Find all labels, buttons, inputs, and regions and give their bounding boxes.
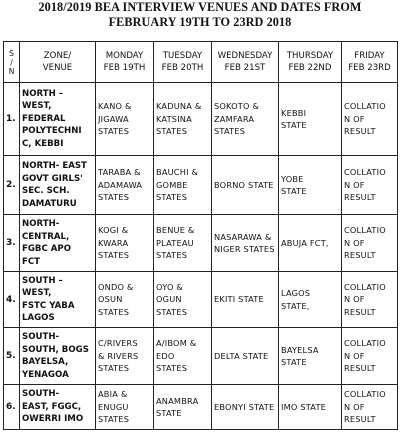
document-title (0, 0, 400, 30)
row-wednesday: DELTA STATE (212, 328, 279, 385)
row-tuesday: KADUNA & KATSINA STATES (154, 83, 212, 156)
row-wednesday: BORNO STATE (212, 156, 279, 215)
row-tuesday: A/IBOM & EDO STATES (154, 328, 212, 385)
header-friday: FRIDAY FEB 23RD (342, 42, 398, 83)
row-tuesday: ANAMBRA STATE (154, 385, 212, 430)
row-monday: KANO & JIGAWA STATES (96, 83, 154, 156)
row-monday: C/RIVERS & RIVERS STATES (96, 328, 154, 385)
row-monday: ABIA & ENUGU STATES (96, 385, 154, 430)
row-monday: TARABA & ADAMAWA STATES (96, 156, 154, 215)
header-monday: MONDAY FEB 19TH (96, 42, 154, 83)
row-wednesday: EBONYI STATE (212, 385, 279, 430)
row-zone: SOUTH – WEST, FSTC YABA LAGOS (20, 272, 96, 328)
table-row (4, 385, 398, 430)
header-zone: ZONE/ VENUE (20, 42, 96, 83)
table-row (4, 272, 398, 328)
title-line-1: 2018/2019 BEA INTERVIEW VENUES AND DATES FROM (38, 0, 362, 14)
header-thursday: THURSDAY FEB 22ND (279, 42, 342, 83)
row-sn: 3. (4, 215, 20, 272)
row-friday: COLLATIO N OF RESULT (342, 83, 398, 156)
table-row (4, 83, 398, 156)
row-monday: ONDO & OSUN STATES (96, 272, 154, 328)
row-zone: NORTH- CENTRAL, FGBC APO FCT (20, 215, 96, 272)
row-thursday: IMO STATE (279, 385, 342, 430)
header-sn: S / N (4, 42, 20, 83)
row-monday: KOGI & KWARA STATES (96, 215, 154, 272)
row-sn: 6. (4, 385, 20, 430)
row-thursday: LAGOS STATE, (279, 272, 342, 328)
table-row (4, 215, 398, 272)
header-tuesday: TUESDAY FEB 20TH (154, 42, 212, 83)
row-wednesday: SOKOTO & ZAMFARA STATES (212, 83, 279, 156)
row-thursday: BAYELSA STATE (279, 328, 342, 385)
row-friday: COLLATIO N OF RESULT (342, 215, 398, 272)
row-tuesday: OYO & OGUN STATES (154, 272, 212, 328)
row-wednesday: EKITI STATE (212, 272, 279, 328)
row-friday: COLLATIO N OF RESULT (342, 385, 398, 430)
row-zone: NORTH- EAST GOVT GIRLS' SEC. SCH. DAMATURU (20, 156, 96, 215)
row-zone: NORTH – WEST, FEDERAL POLYTECHNI C, KEBBI (20, 83, 96, 156)
row-friday: COLLATIO N OF RESULT (342, 156, 398, 215)
row-sn: 5. (4, 328, 20, 385)
row-wednesday: NASARAWA & NIGER STATES (212, 215, 279, 272)
table-row (4, 328, 398, 385)
interview-schedule-table (3, 41, 398, 430)
row-thursday: ABUJA FCT, (279, 215, 342, 272)
table-row (4, 156, 398, 215)
row-sn: 1. (4, 83, 20, 156)
row-sn: 2. (4, 156, 20, 215)
header-row (4, 42, 398, 83)
row-friday: COLLATIO N OF RESULT (342, 328, 398, 385)
row-tuesday: BENUE & PLATEAU STATES (154, 215, 212, 272)
row-thursday: KEBBI STATE (279, 83, 342, 156)
row-tuesday: BAUCHI & GOMBE STATES (154, 156, 212, 215)
row-zone: SOUTH- EAST, FGGC, OWERRI IMO (20, 385, 96, 430)
row-thursday: YOBE STATE (279, 156, 342, 215)
row-sn: 4. (4, 272, 20, 328)
row-friday: COLLATIO N OF RESULT (342, 272, 398, 328)
header-wednesday: WEDNESDAY FEB 21ST (212, 42, 279, 83)
row-zone: SOUTH- SOUTH, BOGS BAYELSA, YENAGOA (20, 328, 96, 385)
title-line-2: FEBRUARY 19TH TO 23RD 2018 (108, 15, 292, 29)
